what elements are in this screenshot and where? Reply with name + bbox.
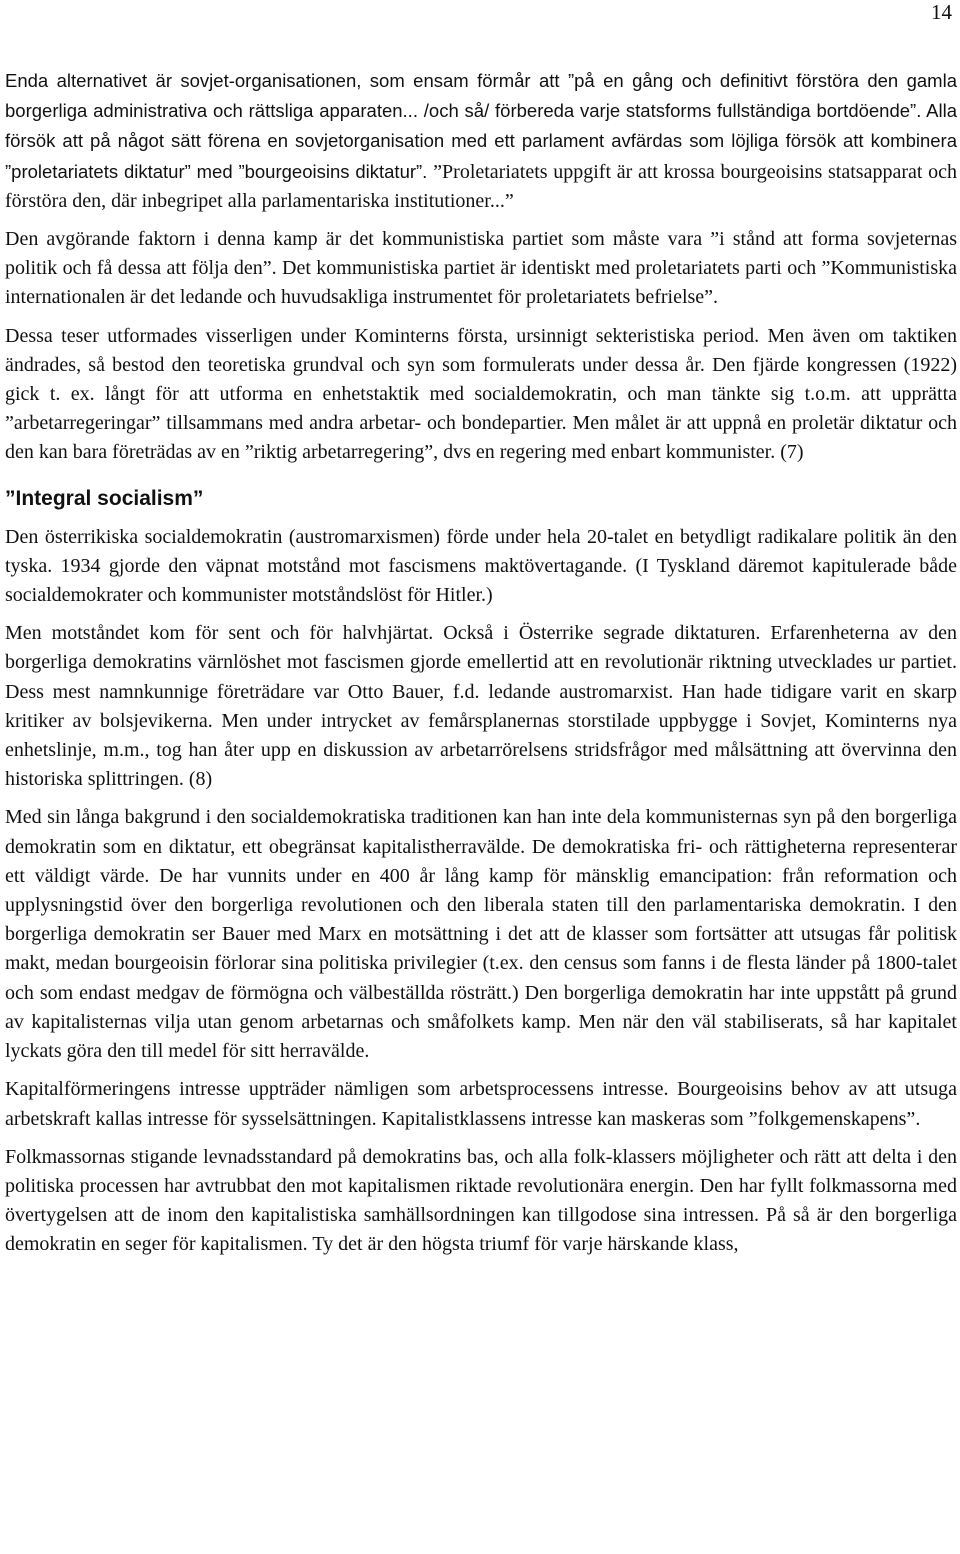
paragraph-avgorande-faktorn: Den avgörande faktorn i denna kamp är det kommunistiska partiet som måste vara ”i stånd att forma sovjeternas politik och få dessa att följa den”. Det kommunistiska partiet är identiskt med proletariatets parti och ”Kommunistiska internationalen är det ledande och huvudsakliga instrumentet för proletariatets befrielse”.: [5, 228, 957, 309]
page-number: 14: [931, 0, 952, 24]
document-body: [5, 66, 957, 1269]
paragraph-lang-bakgrund: Med sin långa bakgrund i den socialdemokratiska traditionen kan han inte dela kommunisternas syn på den borgerliga demokratin som en diktatur, ett obegränsat kapitalistherravälde. De demokratiska fri- och rättigheterna representerar ett väldigt värde. De har vunnits under en 400 år lång kamp för mänsklig emancipation: från reformation och upplysningstid över den borgerliga revolutionen och den liberala staten till den parlamentariska demokratin. I den borgerliga demokratin ser Bauer med Marx en motsättning i det att de klasser som fortsätter att utsugas får politisk makt, medan bourgeoisin förlorar sina politiska privilegier (t.ex. den census som fanns i de flesta länder på 1800-talet och som endast medgav de förmögna och välbeställda rösträtt.) Den borgerliga demokratin har inte uppstått på grund av kapitalisternas vilja utan genom arbetarnas och småfolkets kamp. Men när den väl stabiliserats, så har kapitalet lyckats göra den till medel för sitt herravälde.: [5, 806, 957, 1063]
section-heading-integral-socialism: ”Integral socialism”: [5, 486, 204, 510]
paragraph-sovjet-organisation: [5, 66, 957, 216]
paragraph-folkmassornas-levnadsstandard: Folkmassornas stigande levnadsstandard på demokratins bas, och alla folk-klassers möjligheter och rätt att delta i den politiska processen har avtrubbat den mot kapitalismen riktade revolutionära energin. Den har fyllt folkmassorna med övertygelsen att de inom den kapitalistiska samhällsordningen kan tillgodose sina intressen. På så är den borgerliga demokratin en seger för kapitalismen. Ty det är den högsta triumf för varje härskande klass,: [5, 1145, 957, 1256]
paragraph-motstandet: Men motståndet kom för sent och för halvhjärtat. Också i Österrike segrade diktaturen. Erfarenheterna av den borgerliga demokratins värnlöshet mot fascismen gjorde emellertid att en revolutionär riktning utvecklades ur partiet. Dess mest namnkunnige företrädare var Otto Bauer, f.d. ledande austromarxist. Han hade tidigare varit en skarp kritiker av bolsjevikerna. Men under intrycket av femårsplanernas storstilade uppbygge i Sovjet, Kominterns nya enhetslinje, m.m., tog han åter upp en diskussion av arbetarrörelsens stridsfrågor med målsättning att övervinna den historiska splittringen. (8): [5, 622, 957, 791]
quote-proletariatets-uppgift: ”Proletariatets uppgift är att krossa bourgeoisins statsapparat och förstöra den, där inbegripet alla parlamentariska institutioner...”: [5, 160, 957, 212]
paragraph-dessa-teser: Dessa teser utformades visserligen under Kominterns första, ursinnigt sekteristiska period. Men även om taktiken ändrades, så bestod den teoretiska grundval och syn som formulerats under dessa år. Den fjärde kongressen (1922) gick t. ex. långt för att utforma en enhetstaktik med socialdemokratin, och man tänkte sig t.o.m. att upprätta ”arbetarregeringar” tillsammans med andra arbetar- och bondepartier. Men målet är att uppnå en proletär diktatur och den kan bara företrädas av en ”riktig arbetarregering”, dvs en regering med enbart kommunister. (7): [5, 324, 957, 464]
paragraph-kapitalformeringens-intresse: Kapitalförmeringens intresse uppträder nämligen som arbetsprocessens intresse. Bourgeoisins behov av att utsuga arbetskraft kallas intresse för sysselsättningen. Kapitalistklassens intresse kan maskeras som ”folkgemenskapens”.: [5, 1078, 957, 1130]
quote-sovjet-organisation: Enda alternativet är sovjet-organisationen, som ensam förmår att ”på en gång och definitivt förstöra den gamla borgerliga administrativa och rättsliga apparaten... /och så/ förbereda varje statsforms fullständiga bortdöende”.: [5, 70, 957, 122]
quote-parlament: Alla försök att på något sätt förena en sovjetorganisation med ett parlament avfärdas som löjliga försök att kombinera ”proletariatets diktatur” med ”bourgeoisins diktatur”.: [5, 100, 957, 182]
paragraph-osterrikiska-socialdemokratin: Den österrikiska socialdemokratin (austromarxismen) förde under hela 20-talet en betydligt radikalare politik än den tyska. 1934 gjorde den väpnat motstånd mot fascismens maktövertagande. (I Tyskland däremot kapitulerade både socialdemokrater och kommunister motståndslöst för Hitler.): [5, 525, 957, 607]
